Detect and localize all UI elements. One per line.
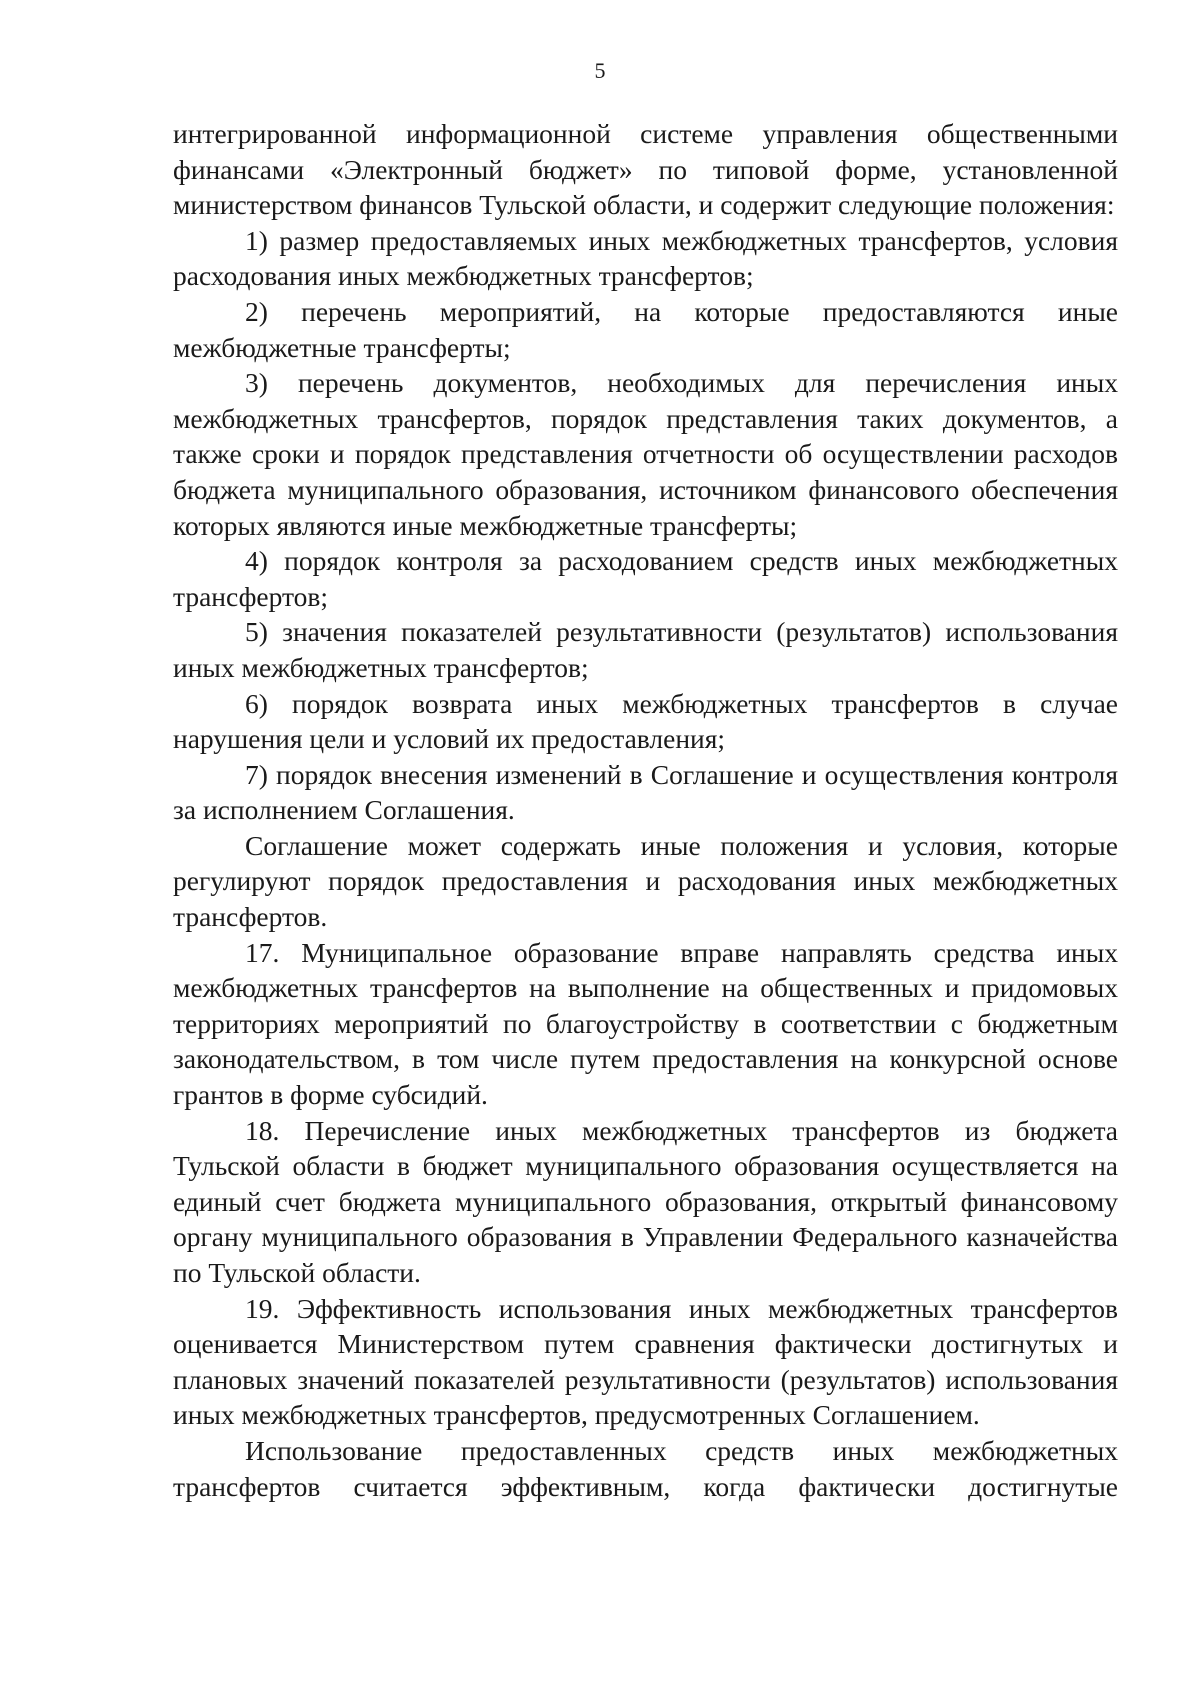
clause-19: 19. Эффективность использования иных межбюджетных трансфертов оценивается Министерством путем сравнения фактически достигнутых и плановых значений показателей результативности (результатов) использования иных межбюджетных трансфертов, предусмотренных Соглашением. (173, 1292, 1118, 1431)
paragraph-continuation: интегрированной информационной системе управления общественными финансами «Электронный бюджет» по типовой форме, установленной министерством финансов Тульской области, и содержит следующие положения: (173, 118, 1118, 221)
page-number: 5 (594, 58, 606, 83)
list-item-3: 3) перечень документов, необходимых для перечисления иных межбюджетных трансфертов, порядок представления таких документов, а также сроки и порядок представления отчетности об осуществлении расходов бюджета муниципального образования, источником финансового обеспечения которых являются иные межбюджетные трансферты; (173, 367, 1118, 541)
list-item-6: 6) порядок возврата иных межбюджетных трансфертов в случае нарушения цели и условий их предоставления; (173, 687, 1118, 755)
paragraph-efficiency: Использование предоставленных средств иных межбюджетных трансфертов считается эффективным, когда фактически достигнутые (173, 1434, 1118, 1502)
paragraph-agreement: Соглашение может содержать иные положения и условия, которые регулируют порядок предоставления и расходования иных межбюджетных трансфертов. (173, 829, 1118, 933)
clause-17: 17. Муниципальное образование вправе направлять средства иных межбюджетных трансфертов на выполнение на общественных и придомовых территориях мероприятий по благоустройству в соответствии с бюджетным законодательством, в том числе путем предоставления на конкурсной основе грантов в форме субсидий. (173, 936, 1118, 1111)
document-body (173, 116, 1118, 1504)
list-item-2: 2) перечень мероприятий, на которые предоставляются иные межбюджетные трансферты; (173, 295, 1118, 363)
list-item-1: 1) размер предоставляемых иных межбюджетных трансфертов, условия расходования иных межбюджетных трансфертов; (173, 224, 1118, 292)
list-item-5: 5) значения показателей результативности (результатов) использования иных межбюджетных трансфертов; (173, 616, 1118, 683)
clause-18: 18. Перечисление иных межбюджетных трансфертов из бюджета Тульской области в бюджет муниципального образования осуществляется на единый счет бюджета муниципального образования, открытый финансовому органу муниципального образования в Управлении Федерального казначейства по Тульской области. (173, 1114, 1118, 1288)
list-item-7: 7) порядок внесения изменений в Соглашение и осуществления контроля за исполнением Соглашения. (173, 758, 1118, 826)
list-item-4: 4) порядок контроля за расходованием средств иных межбюджетных трансфертов; (173, 545, 1118, 612)
